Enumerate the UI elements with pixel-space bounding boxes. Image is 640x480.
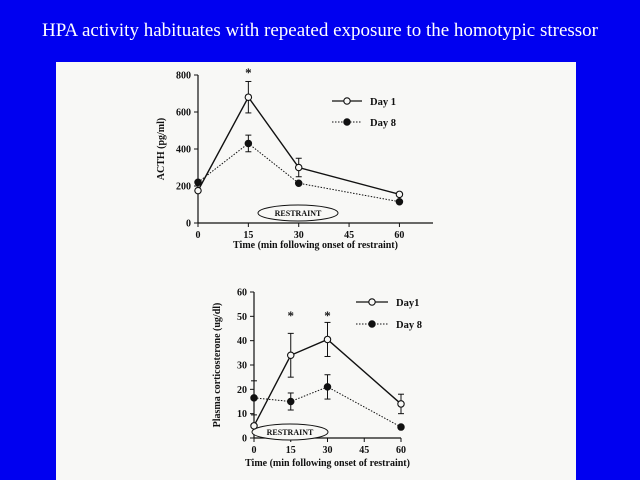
y-tick-label: 800: [176, 70, 191, 82]
x-tick-label: 30: [322, 445, 333, 456]
y-tick-label: 600: [176, 107, 191, 119]
figure-svg: [56, 62, 576, 480]
y-tick-label: 40: [237, 336, 247, 348]
legend-label: Day1: [396, 298, 420, 309]
legend-marker: [344, 98, 350, 104]
day1-point: [245, 94, 251, 100]
legend-label: Day 1: [370, 97, 396, 108]
x-tick-label: 60: [394, 230, 405, 241]
day1-point: [296, 164, 302, 170]
significance-star: *: [287, 308, 294, 323]
legend-marker: [344, 119, 350, 125]
day8-point: [296, 180, 302, 186]
figure-panel: [56, 62, 576, 480]
significance-star: *: [324, 308, 331, 323]
day8-point: [396, 199, 402, 205]
legend-label: Day 8: [370, 118, 396, 129]
day8-point: [398, 424, 404, 430]
day1-point: [288, 352, 294, 358]
y-tick-label: 30: [237, 360, 247, 372]
restraint-label: RESTRAINT: [266, 428, 314, 437]
x-tick-label: 15: [243, 230, 254, 241]
day8-point: [245, 140, 251, 146]
y-tick-label: 400: [176, 144, 191, 156]
x-tick-label: 0: [195, 230, 201, 241]
y-tick-label: 0: [242, 433, 247, 445]
y-axis-label: Plasma corticosterone (ug/dl): [212, 302, 223, 428]
x-tick-label: 45: [344, 230, 355, 241]
day1-point: [195, 187, 201, 193]
y-tick-label: 20: [237, 384, 247, 396]
y-tick-label: 60: [237, 287, 247, 299]
y-tick-label: 10: [237, 409, 247, 421]
day8-point: [195, 179, 201, 185]
x-tick-label: 0: [251, 445, 257, 456]
x-axis-label: Time (min following onset of restraint): [245, 458, 410, 469]
x-tick-label: 30: [293, 230, 304, 241]
x-tick-label: 45: [359, 445, 370, 456]
y-axis-label: ACTH (pg/ml): [156, 117, 167, 181]
slide-title: HPA activity habituates with repeated exposure to the homotypic stressor: [42, 20, 598, 41]
restraint-label: RESTRAINT: [274, 209, 322, 218]
day1-point: [398, 401, 404, 407]
day1-point: [396, 191, 402, 197]
y-tick-label: 0: [186, 218, 191, 230]
day1-point: [324, 336, 330, 342]
day8-point: [251, 395, 257, 401]
legend-label: Day 8: [396, 320, 422, 331]
day1-point: [251, 423, 257, 429]
y-tick-label: 50: [237, 311, 247, 323]
legend-marker: [369, 321, 375, 327]
x-tick-label: 60: [396, 445, 406, 456]
day8-point: [324, 384, 330, 390]
significance-star: *: [245, 65, 252, 80]
x-axis-label: Time (min following onset of restraint): [233, 240, 398, 251]
x-tick-label: 15: [285, 445, 296, 456]
y-tick-label: 200: [176, 181, 191, 193]
day8-point: [288, 398, 294, 404]
legend-marker: [369, 299, 375, 305]
